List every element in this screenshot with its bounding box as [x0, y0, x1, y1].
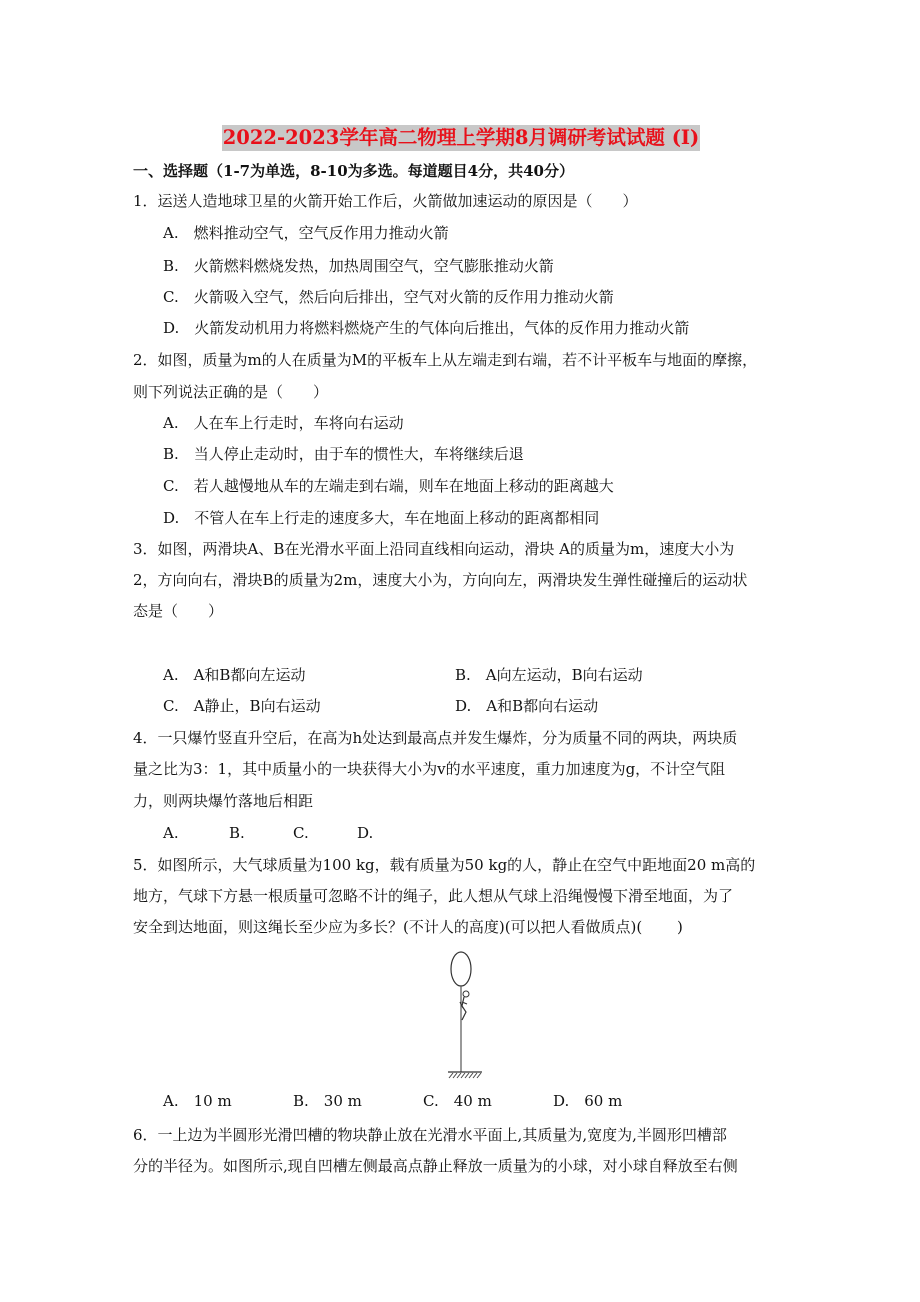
q3-option-b: B. A向左运动，B向右运动: [455, 666, 643, 684]
question-6-stem: 6．一上边为半圆形光滑凹槽的物块静止放在光滑水平面上,其质量为,宽度为,半圆形凹槽部: [133, 1126, 727, 1144]
question-5-stem: 地方，气球下方悬一根质量可忽略不计的绳子，此人想从气球上沿绳慢慢下滑至地面，为了: [133, 887, 734, 905]
question-2-stem: 则下列说法正确的是（ ）: [133, 383, 329, 401]
question-4-stem: 4．一只爆竹竖直升空后，在高为h处达到最高点并发生爆炸，分为质量不同的两块，两块质: [133, 729, 738, 747]
document-title: 2022-2023学年高二物理上学期8月调研考试试题 (I): [222, 126, 700, 149]
question-1-stem: 1．运送人造地球卫星的火箭开始工作后，火箭做加速运动的原因是（ ）: [133, 192, 638, 210]
q1-option-d: D. 火箭发动机用力将燃料燃烧产生的气体向后推出，气体的反作用力推动火箭: [163, 319, 690, 337]
q4-option-c: C.: [293, 824, 309, 842]
q5-option-d: D. 60 m: [553, 1092, 623, 1110]
q2-option-a: A. 人在车上行走时，车将向右运动: [163, 414, 404, 432]
question-5-stem: 安全到达地面，则这绳长至少应为多长？(不计人的高度)(可以把人看做质点)( ): [133, 918, 683, 936]
section-heading: 一、选择题（1-7为单选，8-10为多选。每道题目4分，共40分）: [133, 162, 574, 180]
question-2-stem: 2．如图，质量为m的人在质量为M的平板车上从左端走到右端，若不计平板车与地面的摩擦，: [133, 351, 758, 369]
q2-option-c: C. 若人越慢地从车的左端走到右端，则车在地面上移动的距离越大: [163, 477, 614, 495]
question-4-stem: 量之比为3：1，其中质量小的一块获得大小为v的水平速度，重力加速度为g，不计空气阻: [133, 760, 726, 778]
question-5-stem: 5．如图所示，大气球质量为100 kg，载有质量为50 kg的人，静止在空气中距地面20 m高的: [133, 856, 756, 874]
question-3-stem: 2，方向向右，滑块B的质量为2m，速度大小为，方向向左，两滑块发生弹性碰撞后的运动状: [133, 571, 748, 589]
balloon-rope-figure: [440, 950, 490, 1082]
q3-option-d: D. A和B都向右运动: [455, 697, 599, 715]
question-3-stem: 3．如图，两滑块A、B在光滑水平面上沿同直线相向运动，滑块 A的质量为m，速度大小为: [133, 540, 735, 558]
q1-option-b: B. 火箭燃料燃烧发热，加热周围空气，空气膨胀推动火箭: [163, 257, 554, 275]
q5-option-a: A. 10 m: [163, 1092, 232, 1110]
q5-option-b: B. 30 m: [293, 1092, 362, 1110]
q4-option-b: B.: [229, 824, 245, 842]
q2-option-d: D. 不管人在车上行走的速度多大，车在地面上移动的距离都相同: [163, 509, 600, 527]
q4-option-a: A.: [163, 824, 179, 842]
q5-option-c: C. 40 m: [423, 1092, 492, 1110]
q3-option-a: A. A和B都向左运动: [163, 666, 306, 684]
q3-option-c: C. A静止，B向右运动: [163, 697, 321, 715]
q1-option-a: A. 燃料推动空气，空气反作用力推动火箭: [163, 224, 449, 242]
question-4-stem: 力，则两块爆竹落地后相距: [133, 792, 314, 810]
q4-option-d: D.: [357, 824, 374, 842]
question-3-stem: 态是（ ）: [133, 602, 224, 620]
q1-option-c: C. 火箭吸入空气，然后向后排出，空气对火箭的反作用力推动火箭: [163, 288, 614, 306]
q2-option-b: B. 当人停止走动时，由于车的惯性大，车将继续后退: [163, 445, 524, 463]
question-6-stem: 分的半径为。如图所示,现自凹槽左侧最高点静止释放一质量为的小球，对小球自释放至右侧: [133, 1157, 738, 1175]
